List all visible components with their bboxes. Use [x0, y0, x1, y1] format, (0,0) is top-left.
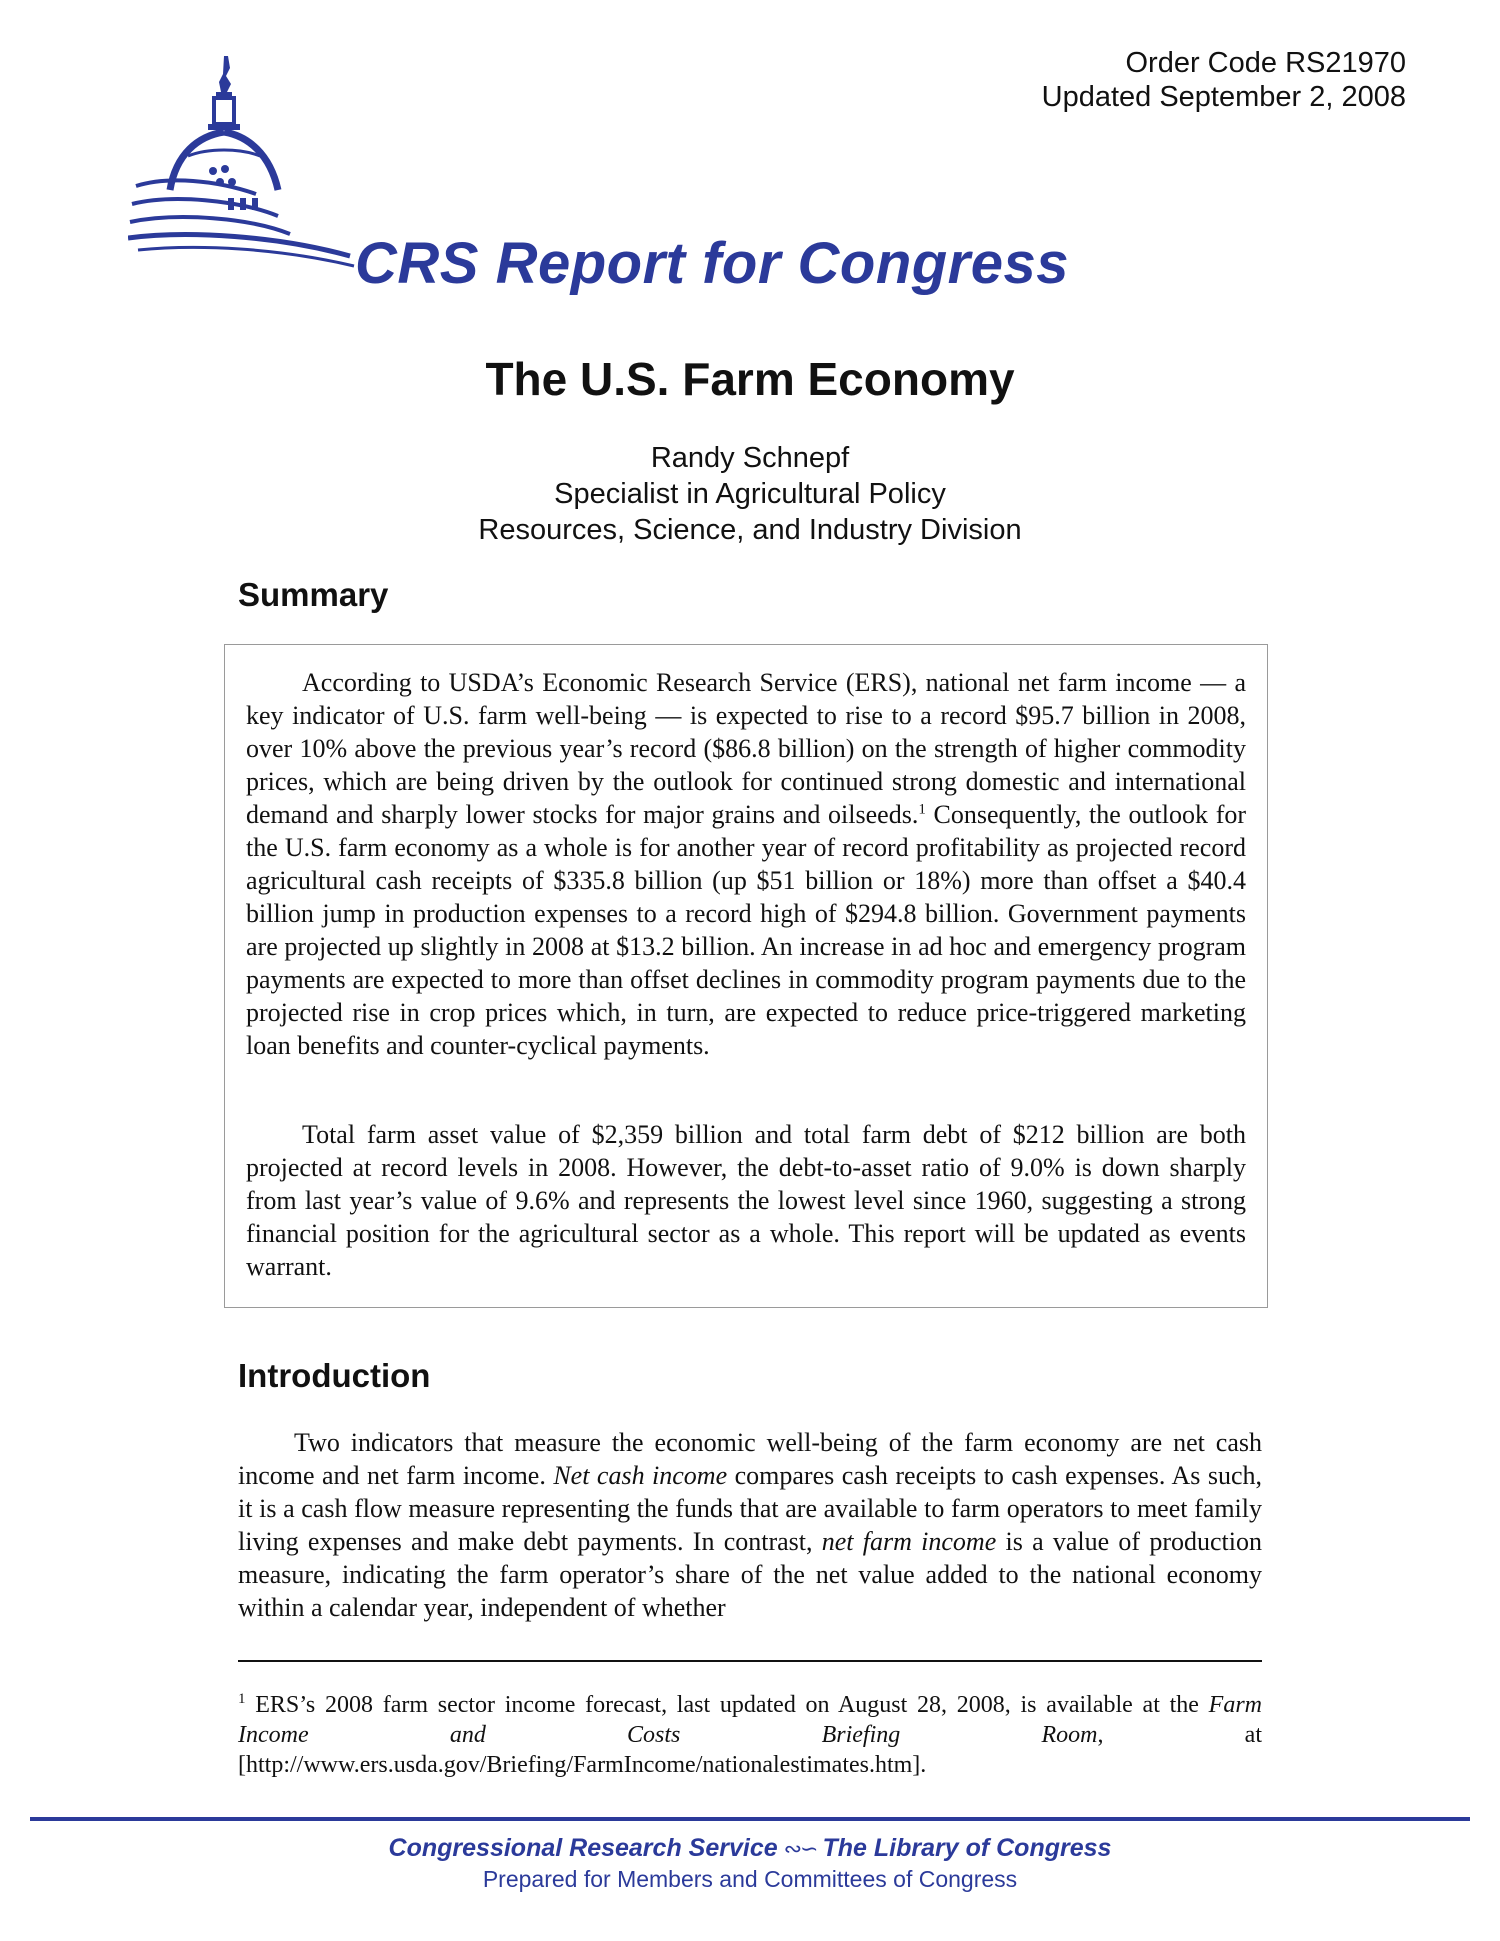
ornament-icon: ∾∽: [783, 1836, 817, 1861]
footnote-ref-1[interactable]: 1: [918, 801, 926, 818]
summary-heading: Summary: [238, 576, 389, 613]
intro-text-b: compares cash receipts to cash expenses. As such, it is a cash flow measure representing the funds that are available to farm operators to meet family living expenses and make debt payments. In contrast,: [238, 1461, 1262, 1556]
intro-text-c: is a value of production measure, indicating the farm operator’s share of the net value added to the national economy within a calendar year, independent of whether: [238, 1527, 1262, 1622]
footnote-source: Farm Income and Costs Briefing Room: [238, 1692, 1262, 1748]
author-block: [0, 440, 1500, 548]
summary-paragraph-2: Total farm asset value of $2,359 billion and total farm debt of $212 billion are both projected at record levels in 2008. However, the debt-to-asset ratio of 9.0% is down sharply from last year’s value of 9.6% and represents the lowest level since 1960, suggesting a strong financial position for the agricultural sector as a whole. This report will be updated as events warrant.: [246, 1120, 1246, 1281]
footer-tagline: Prepared for Members and Committees of Congress: [482, 1866, 1018, 1892]
introduction-heading: Introduction: [238, 1357, 431, 1394]
footer-organizations: [0, 1834, 1500, 1863]
summary-p1-text-a: According to USDA’s Economic Research Service (ERS), national net farm income — a key indicator of U.S. farm well-being — is expected to rise to a record $95.7 billion in 2008, over 10% above the previous year’s record ($86.8 billion) on the strength of higher commodity prices, which are being driven by the outlook for continued strong domestic and international demand and sharply lower stocks for major grains and oilseeds.: [246, 668, 1246, 829]
footnote-number: 1: [238, 1691, 246, 1707]
summary-paragraph-1: [246, 666, 1246, 1062]
footnote-text-b: , at [http://www.ers.usda.gov/Briefing/FarmIncome/nationalestimates.htm].: [238, 1722, 1262, 1778]
term-net-farm-income: net farm income: [821, 1527, 997, 1556]
summary-p1-text-b: Consequently, the outlook for the U.S. farm economy as a whole is for another year of record profitability as projected record agricultural cash receipts of $335.8 billion (up $51 billion or 18%) more than offset a $40.4 billion jump in production expenses to a record high of $294.8 billion. Government payments are projected up slightly in 2008 at $13.2 billion. An increase in ad hoc and emergency program payments are expected to more than offset declines in commodity program payments due to the projected rise in crop prices which, in turn, are expected to reduce price-triggered marketing loan benefits and counter-cyclical payments.: [246, 800, 1247, 1060]
author-division: Resources, Science, and Industry Division: [478, 514, 1022, 546]
introduction-paragraph-1: [238, 1426, 1262, 1624]
author-title: Specialist in Agricultural Policy: [554, 478, 946, 510]
updated-date: Updated September 2, 2008: [1041, 81, 1406, 113]
order-code: Order Code RS21970: [1125, 47, 1406, 79]
intro-text-a: Two indicators that measure the economic well-being of the farm economy are net cash income and net farm income.: [238, 1428, 1262, 1490]
footer-divider: [30, 1817, 1470, 1821]
footnote-divider: [238, 1660, 1262, 1662]
term-net-cash-income: Net cash income: [553, 1461, 728, 1490]
document-title: The U.S. Farm Economy: [485, 353, 1015, 405]
author-name: Randy Schnepf: [650, 442, 850, 474]
footnote-text-a: ERS’s 2008 farm sector income forecast, last updated on August 28, 2008, is available at the: [245, 1692, 1209, 1718]
report-brand: CRS Report for Congress: [355, 231, 1070, 296]
footer-org-crs: Congressional Research Service: [388, 1834, 778, 1862]
footnote-1: [238, 1690, 1262, 1780]
capitol-dome-logo: [128, 50, 358, 300]
footer-org-loc: The Library of Congress: [822, 1834, 1112, 1862]
order-info: [1042, 46, 1406, 114]
